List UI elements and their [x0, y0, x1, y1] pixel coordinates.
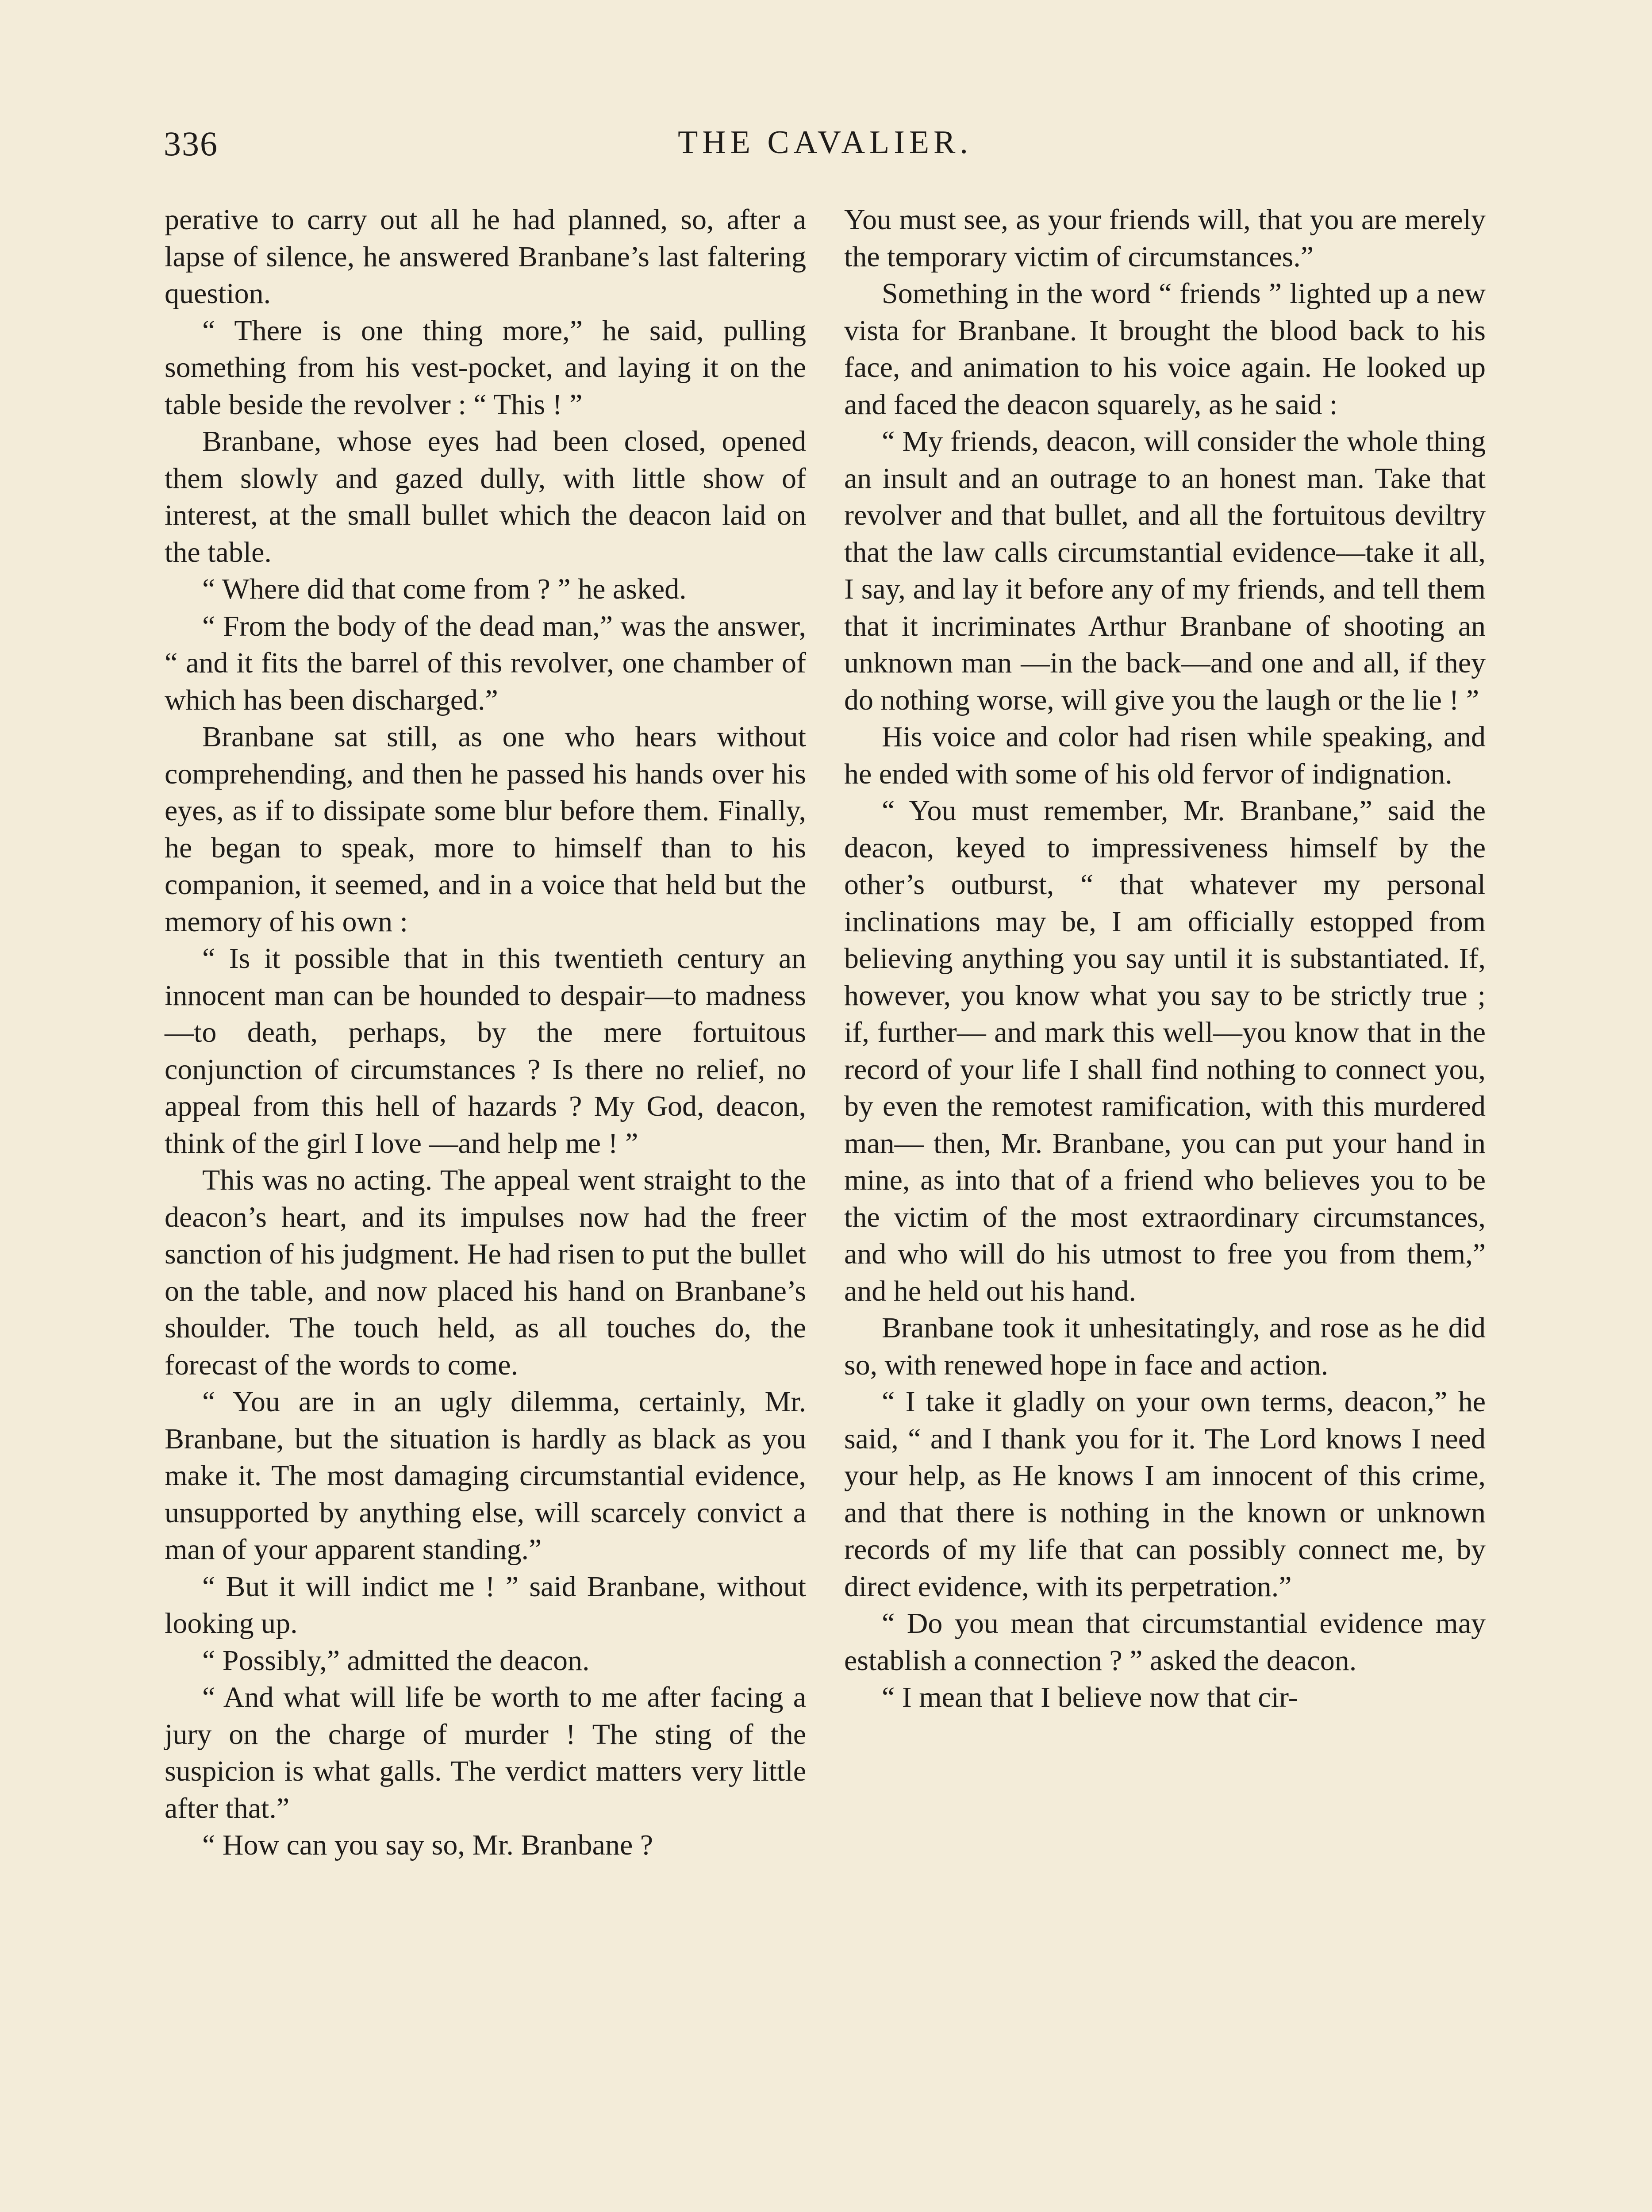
left-column [165, 201, 806, 1864]
paragraph: “ Possibly,” admitted the deacon. [202, 1644, 590, 1677]
paragraph: Branbane, whose eyes had been closed, opened them slowly and gazed dully, with little show of interest, at the small bullet which the deacon laid on the table. [165, 425, 806, 568]
paragraph: “ My friends, deacon, will consider the whole thing an insult and an outrage to an honest man. Take that revolver and that bullet, and all the fortuitous deviltry that the law calls circumstantial evidence—take it all, I say, and lay it before any of my friends, and tell them that it incriminates Arthur Branbane of shooting an unknown man —in the back—and one and all, if they do nothing worse, will give you the laugh or the lie ! ” [844, 425, 1486, 716]
page-number: 336 [164, 124, 218, 163]
paragraph: perative to carry out all he had planned, so, after a lapse of silence, he answered Branbane’s last faltering question. [165, 204, 806, 310]
paragraph: “ I mean that I believe now that cir- [882, 1681, 1298, 1713]
paragraph: “ Is it possible that in this twentieth century an innocent man can be hounded to despair—to madness—to death, perhaps, by the mere fortuitous conjunction of circumstances ? Is there no relief, no appeal from this hell of hazards ? My God, deacon, think of the girl I love —and help me ! ” [165, 942, 806, 1160]
paragraph: Branbane took it unhesitatingly, and rose as he did so, with renewed hope in face and action. [844, 1312, 1486, 1381]
paragraph: Something in the word “ friends ” lighted up a new vista for Branbane. It brought the blood back to his face, and animation to his voice again. He looked up and faced the deacon squarely, as he said : [844, 277, 1486, 421]
paragraph: “ There is one thing more,” he said, pulling something from his vest-pocket, and laying it on the table beside the revolver : “ This ! ” [165, 314, 806, 421]
paragraph: “ Do you mean that circumstantial evidence may establish a connection ? ” asked the deacon. [844, 1607, 1486, 1677]
paragraph: “ You are in an ugly dilemma, certainly, Mr. Branbane, but the situation is hardly as black as you make it. The most damaging circumstantial evidence, unsupported by anything else, will scarcely convict a man of your apparent standing.” [165, 1386, 806, 1566]
paragraph: “ And what will life be worth to me after facing a jury on the charge of murder ! The sting of the suspicion is what galls. The verdict matters very little after that.” [165, 1681, 806, 1824]
paragraph: His voice and color had risen while speaking, and he ended with some of his old fervor of indignation. [844, 721, 1486, 790]
paragraph: This was no acting. The appeal went straight to the deacon’s heart, and its impulses now had the freer sanction of his judgment. He had risen to put the bullet on the table, and now placed his hand on Branbane’s shoulder. The touch held, as all touches do, the forecast of the words to come. [165, 1164, 806, 1381]
running-title: THE CAVALIER. [678, 124, 972, 161]
paragraph: “ How can you say so, Mr. Branbane ? [202, 1829, 653, 1861]
page-header [164, 124, 1487, 177]
paragraph: “ From the body of the dead man,” was the answer, “ and it fits the barrel of this revolver, one chamber of which has been discharged.” [165, 610, 806, 716]
paragraph: “ I take it gladly on your own terms, deacon,” he said, “ and I thank you for it. The Lord knows I need your help, as He knows I am innocent of this crime, and that there is nothing in the known or unknown records of my life that can possibly connect me, by direct evidence, with its perpetration.” [844, 1386, 1486, 1603]
paragraph: Branbane sat still, as one who hears without comprehending, and then he passed his hands over his eyes, as if to dissipate some blur before them. Finally, he began to speak, more to himself than to his companion, it seemed, and in a voice that held but the memory of his own : [165, 721, 806, 938]
paragraph: “ But it will indict me ! ” said Branbane, without looking up. [165, 1570, 806, 1640]
paragraph: You must see, as your friends will, that you are merely the temporary victim of circumstances.” [844, 204, 1486, 273]
paragraph: “ Where did that come from ? ” he asked. [202, 573, 687, 605]
right-column [844, 201, 1486, 1716]
paragraph: “ You must remember, Mr. Branbane,” said the deacon, keyed to impressiveness himself by the other’s outburst, “ that whatever my personal inclinations may be, I am officially estopped from believing anything you say until it is substantiated. If, however, you know what you say to be strictly true ; if, further— and mark this well—you know that in the record of your life I shall find nothing to connect you, by even the remotest ramification, with this murdered man— then, Mr. Branbane, you can put your hand in mine, as into that of a friend who believes you to be the victim of the most extraordinary circumstances, and who will do his utmost to free you from them,” and he held out his hand. [844, 795, 1486, 1307]
